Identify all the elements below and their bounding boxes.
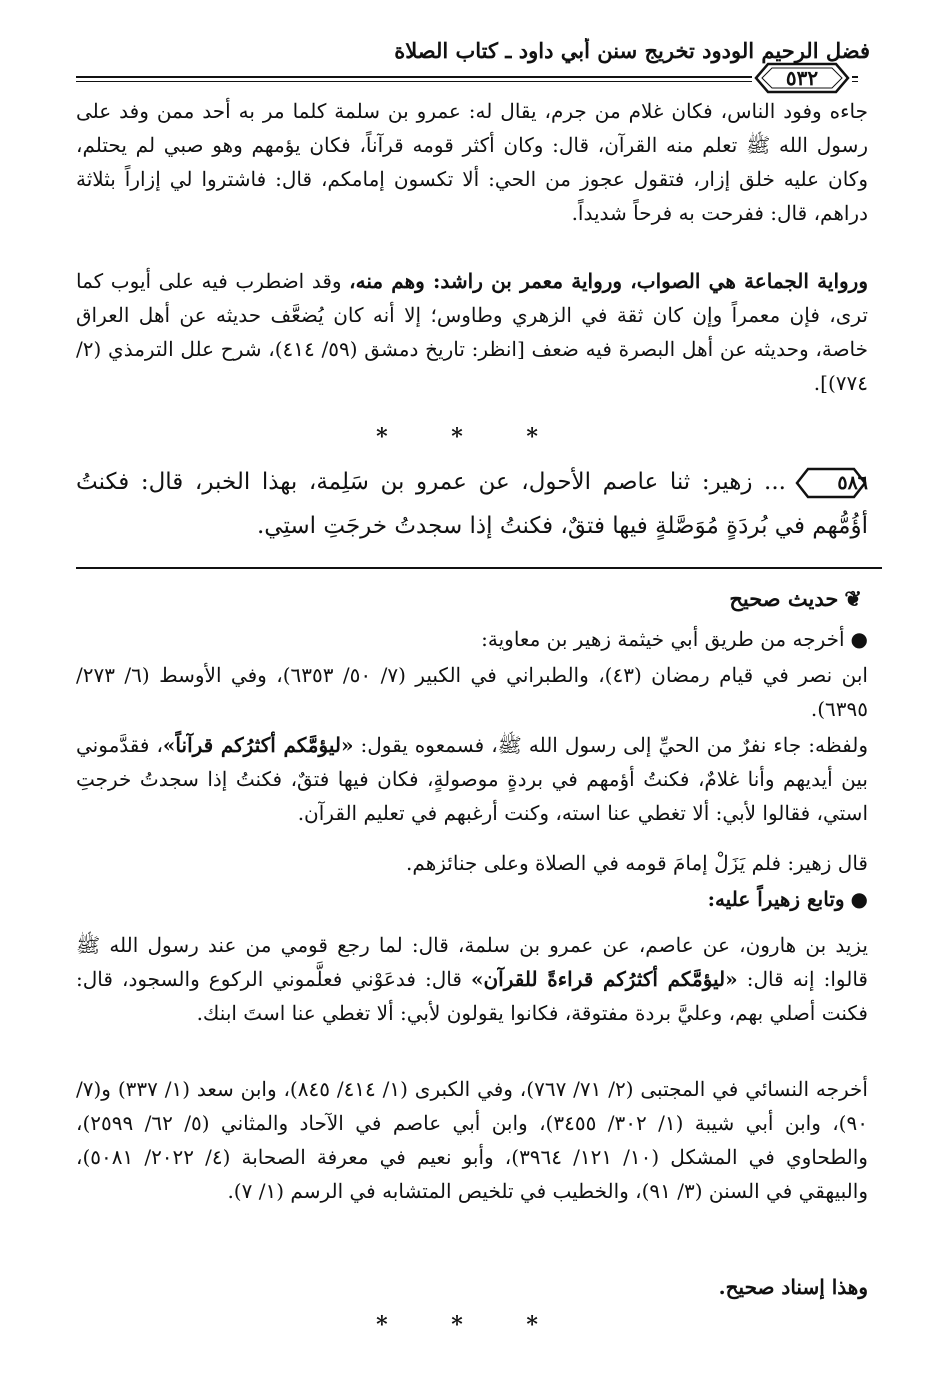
grade-marker-icon: ❦ [844, 586, 862, 611]
bullet-icon: ● [850, 887, 868, 911]
hadith-grade: ❦حديث صحيح [729, 586, 862, 611]
zuhair-statement: قال زهير: فلم يَزَلْ إمامَ قومه في الصلاة وعلى جنائزهم. [406, 851, 868, 875]
footnote-separator [76, 567, 882, 569]
prophetic-quote-2: «ليؤمَّكم أكثرُكم قراءةً للقرآن» [470, 967, 738, 991]
page-number: ٥٣٢ [785, 66, 819, 90]
hadith-number-badge [794, 466, 868, 500]
hadith-text: ... زهير: ثنا عاصم الأحول، عن عمرو بن سَلِمة، بهذا الخبر، قال: فكنتُ أؤُمُّهم في بُردَةٍ مُوَصَّلةٍ فيها فتقٌ، فكنتُ إذا سجدتُ خرجَتِ استِي. [76, 469, 868, 539]
riwaya-verdict: ورواية الجماعة هي الصواب، ورواية معمر بن راشد: وهم منه، [349, 269, 868, 293]
prophetic-quote: «ليؤمَّكم أكثرُكم قرآناً» [162, 733, 354, 757]
takhrij-sources: ابن نصر في قيام رمضان (٤٣)، والطبراني في الكبير (٧/ ٥٠/ ٦٣٥٣)، وفي الأوسط (٦/ ٢٧٣/ ٦٣٩٥). [76, 663, 868, 721]
takhrij-intro: ●أخرجه من طريق أبي خيثمة زهير بن معاوية: [76, 622, 868, 656]
paragraph-lafzuhu: ولفظه: جاء نفرٌ من الحيِّ إلى رسول الله ﷺ، فسمعوه يقول: «ليؤمَّكم أكثرُكم قرآناً»، فقدَّموني بين أيديهم وأنا غلامٌ، فكنتُ أؤمهم في بردةٍ موصولةٍ، فكان فيها فتقٌ، فكنتُ إذا سجدتُ خرجتِ استي، فقالوا لأبي: ألا تغطي عنا استه، وكنت أرغبهم في تعليم القرآن. [76, 733, 868, 825]
paragraph-yazid: يزيد بن هارون، عن عاصم، عن عمرو بن سلمة، قال: لما رجع قومي من عند رسول الله ﷺ قالوا: إنه قال: «ليؤمَّكم أكثرُكم قراءةً للقرآن» قال: فدعَوْني فعلَّموني الركوع والسجود، قال: فكنت أصلي بهم، وعليَّ بردة مفتوقة، فكانوا يقولون لأبي: ألا تغطي عنا استَ ابنك. [76, 933, 868, 1025]
mutaba-heading: ●وتابع زهيراً عليه: [76, 882, 868, 916]
paragraph-takhrij: أخرجه النسائي في المجتبى (٢/ ٧١/ ٧٦٧)، وفي الكبرى (١/ ٤١٤/ ٨٤٥)، وابن سعد (١/ ٣٣٧) و(٧/ ٩٠)، وابن أبي شيبة (١/ ٣٠٢/ ٣٤٥٥)، وابن أبي عاصم في الآحاد والمثاني (٥/ ٦٢/ ٢٥٩٩)، والطحاوي في المشكل (١٠/ ١٢١/ ٣٩٦٤)، وأبو نعيم في معرفة الصحابة (٤/ ٢٠٢٢/ ٥٠٨١)، والبيهقي في السنن (٣/ ٩١)، والخطيب في تلخيص المتشابه في الرسم (١/ ٧). [76, 1077, 868, 1203]
hadith-number: ٥٨٦ [837, 472, 868, 494]
riwaya-rest: وقد اضطرب فيه على أيوب كما ترى، فإن معمراً وإن كان ثقة في الزهري وطاوس؛ إلا أنه كان يُضعَّف حديثه عن أهل العراق خاصة، وحديثه عن أهل البصرة فيه ضعف [انظر: تاريخ دمشق (٥٩/ ٤١٤)، شرح علل الترمذي (٢/ ٧٧٤)]. [76, 269, 869, 395]
page-number-badge [752, 60, 852, 96]
paragraph-continuation: جاءه وفود الناس، فكان غلام من جرم، يقال له: عمرو بن سلمة كلما مر به أحد ممن وفد على رسول الله ﷺ تعلم منه القرآن، قال: وكان أكثر قومه قرآناً، فكان يؤمهم وهو صبي لم يحتلم، وكان عليه خلق إزار، فتقول عجوز من الحي: ألا تكسون إمامكم، قال: فاشتروا لي إزاراً بثلاثة دراهم، قال: ففرحت به فرحاً شديداً. [76, 99, 868, 225]
closing-stars: * * * [376, 1312, 566, 1338]
header-rule [76, 76, 858, 78]
bullet-icon: ● [850, 627, 868, 651]
paragraph-riwaya [76, 264, 868, 400]
isnad-verdict: وهذا إسناد صحيح. [718, 1275, 868, 1299]
separator-stars: * * * [376, 424, 566, 450]
hadith-text-block [76, 460, 868, 548]
header-rule-thin [76, 81, 858, 82]
running-header-title: فضل الرحيم الودود تخريج سنن أبي داود ـ كتاب الصلاة [394, 38, 870, 63]
